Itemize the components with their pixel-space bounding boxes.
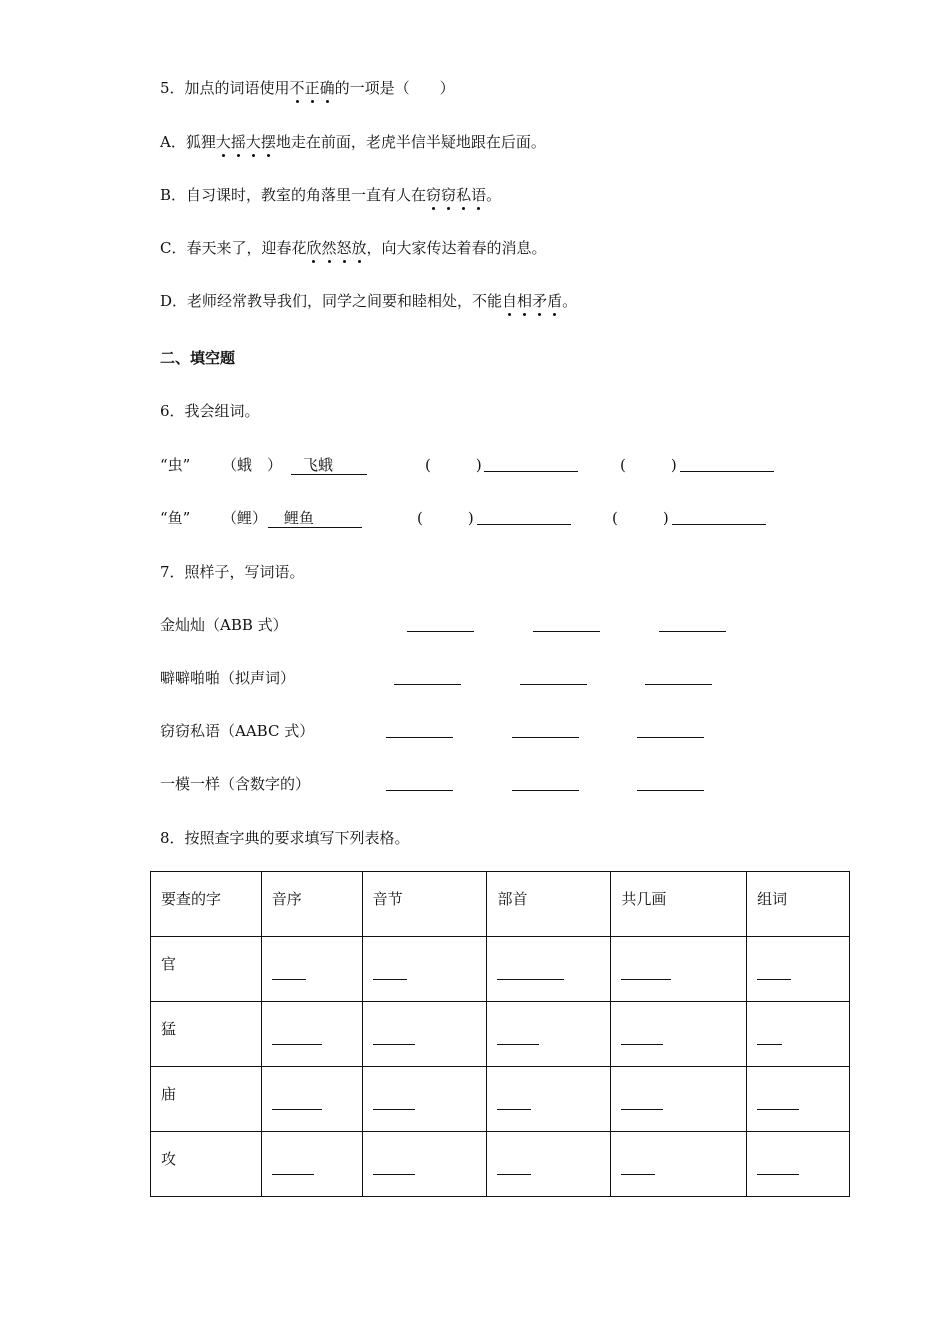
lookup-char: 攻 bbox=[151, 1132, 262, 1197]
answer-blank[interactable] bbox=[497, 1160, 531, 1175]
answer-blank[interactable] bbox=[386, 774, 453, 791]
answer-blank[interactable] bbox=[645, 668, 712, 685]
answer-blank[interactable] bbox=[533, 615, 600, 632]
pattern-label: 噼噼啪啪（拟声词） bbox=[160, 669, 296, 687]
answer-blank[interactable] bbox=[272, 1095, 322, 1110]
q6-title: 6．我会组词。 bbox=[160, 402, 260, 420]
table-header-row bbox=[151, 872, 850, 937]
dotted-char: 不 bbox=[289, 79, 305, 97]
lookup-char: 猛 bbox=[151, 1002, 262, 1067]
table-header: 组词 bbox=[747, 872, 850, 937]
answer-blank[interactable] bbox=[757, 965, 791, 980]
answer-blank[interactable] bbox=[272, 965, 306, 980]
answer-blank[interactable] bbox=[407, 615, 474, 632]
answer-blank[interactable] bbox=[386, 721, 453, 738]
table-header: 部首 bbox=[487, 872, 611, 937]
dotted-char: 确 bbox=[319, 79, 335, 97]
q7-title: 7．照样子，写词语。 bbox=[160, 563, 305, 581]
answer-blank[interactable] bbox=[512, 721, 579, 738]
table-header: 要查的字 bbox=[151, 872, 262, 937]
answer-blank[interactable] bbox=[637, 721, 704, 738]
example-word: 飞蛾 bbox=[291, 456, 367, 475]
char-paren[interactable]: ( ) bbox=[417, 509, 474, 527]
answer-blank[interactable] bbox=[477, 508, 571, 525]
section-title: 二、填空题 bbox=[160, 349, 236, 367]
q5-option-b: B．自习课时，教室的角落里一直有人在窃窃私语。 bbox=[160, 186, 502, 204]
example-char: （蛾 ） bbox=[222, 456, 283, 474]
pattern-label: 窃窃私语（AABC 式） bbox=[160, 722, 315, 740]
answer-blank[interactable] bbox=[637, 774, 704, 791]
answer-blank[interactable] bbox=[757, 1095, 799, 1110]
answer-blank[interactable] bbox=[621, 1095, 663, 1110]
answer-blank[interactable] bbox=[621, 1160, 655, 1175]
answer-blank[interactable] bbox=[484, 455, 578, 472]
answer-blank[interactable] bbox=[512, 774, 579, 791]
q5-option-c: C．春天来了，迎春花欣然怒放，向大家传达着春的消息。 bbox=[160, 239, 547, 257]
answer-blank[interactable] bbox=[373, 1160, 415, 1175]
pattern-label: 一模一样（含数字的） bbox=[160, 775, 311, 793]
table-row bbox=[151, 1132, 850, 1197]
answer-blank[interactable] bbox=[757, 1030, 782, 1045]
answer-blank[interactable] bbox=[659, 615, 726, 632]
radical-label: “虫” bbox=[160, 456, 191, 474]
char-paren[interactable]: ( ) bbox=[425, 456, 482, 474]
q5-option-a: A．狐狸大摇大摆地走在前面，老虎半信半疑地跟在后面。 bbox=[160, 133, 546, 151]
answer-blank[interactable] bbox=[373, 1095, 415, 1110]
answer-blank[interactable] bbox=[373, 1030, 415, 1045]
dotted-char: 正 bbox=[304, 79, 320, 97]
lookup-char: 官 bbox=[151, 937, 262, 1002]
q5-option-d: D．老师经常教导我们，同学之间要和睦相处，不能自相矛盾。 bbox=[160, 292, 578, 310]
answer-blank[interactable] bbox=[272, 1030, 322, 1045]
answer-blank[interactable] bbox=[520, 668, 587, 685]
dictionary-table bbox=[150, 871, 850, 1197]
pattern-label: 金灿灿（ABB 式） bbox=[160, 616, 288, 634]
char-paren[interactable]: ( ) bbox=[620, 456, 677, 474]
answer-blank[interactable] bbox=[497, 1030, 539, 1045]
table-header: 音节 bbox=[362, 872, 487, 937]
answer-blank[interactable] bbox=[621, 965, 671, 980]
answer-blank[interactable] bbox=[394, 668, 461, 685]
table-header: 音序 bbox=[261, 872, 362, 937]
answer-blank[interactable] bbox=[497, 965, 564, 980]
example-char: （鲤） bbox=[222, 509, 268, 527]
answer-blank[interactable] bbox=[621, 1030, 663, 1045]
radical-label: “鱼” bbox=[160, 509, 191, 527]
answer-blank[interactable] bbox=[672, 508, 766, 525]
q8-title: 8．按照查字典的要求填写下列表格。 bbox=[160, 829, 410, 847]
table-row bbox=[151, 1002, 850, 1067]
table-row bbox=[151, 1067, 850, 1132]
answer-blank[interactable] bbox=[272, 1160, 314, 1175]
answer-blank[interactable] bbox=[680, 455, 774, 472]
answer-blank[interactable] bbox=[373, 965, 407, 980]
table-row bbox=[151, 937, 850, 1002]
answer-blank[interactable] bbox=[757, 1160, 799, 1175]
answer-blank[interactable] bbox=[497, 1095, 531, 1110]
table-header: 共几画 bbox=[611, 872, 747, 937]
lookup-char: 庙 bbox=[151, 1067, 262, 1132]
q5-stem: 5．加点的词语使用不正确的一项是（ ） bbox=[160, 79, 455, 97]
example-word: 鲤鱼 bbox=[268, 509, 362, 528]
char-paren[interactable]: ( ) bbox=[612, 509, 669, 527]
